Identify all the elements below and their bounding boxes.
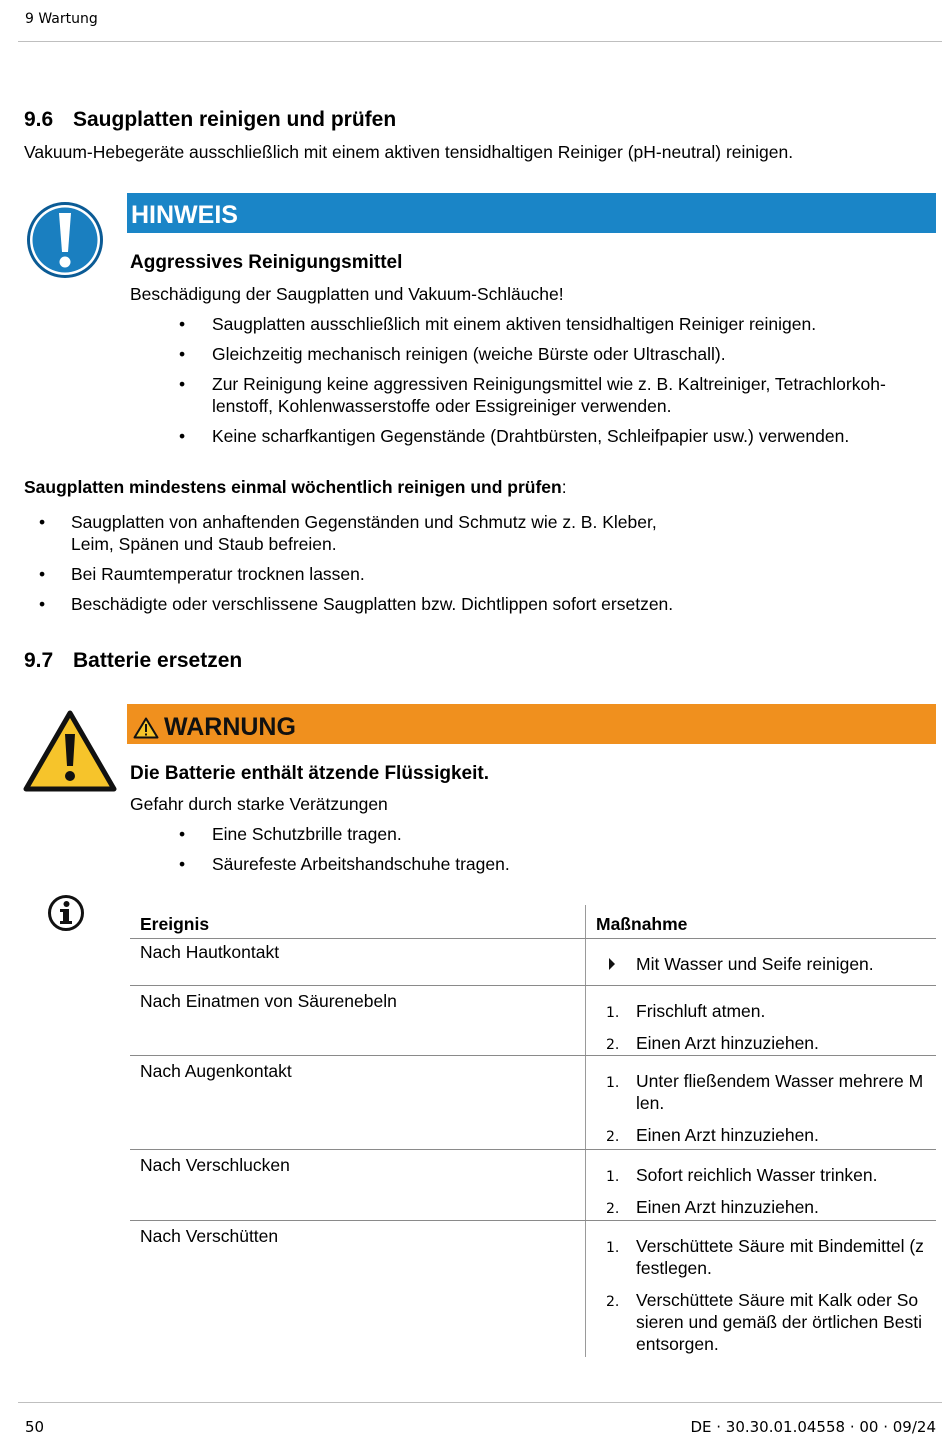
warnung-text: Gefahr durch starke Verätzungen	[130, 794, 388, 814]
step-text: festlegen.	[636, 1258, 712, 1278]
hinweis-title: Aggressives Reinigungsmittel	[130, 252, 403, 273]
section-heading-9-7	[24, 649, 242, 673]
action-text: Mit Wasser und Seife reinigen.	[636, 954, 874, 974]
action-step	[596, 1000, 936, 1022]
step-text: entsorgen.	[636, 1334, 719, 1354]
step-number: 1.	[606, 1240, 620, 1256]
section-title: Saugplatten reinigen und prüfen	[73, 108, 397, 131]
hinweis-label: HINWEIS	[131, 201, 238, 229]
table-row	[130, 939, 936, 986]
weekly-heading-colon: :	[561, 477, 567, 497]
step-text: Unter fließendem Wasser mehrere M	[636, 1071, 924, 1091]
action-cell	[596, 1070, 936, 1146]
step-number: 2.	[606, 1037, 620, 1053]
table-row	[130, 1221, 936, 1361]
step-number: 2.	[606, 1294, 620, 1310]
weekly-bullet-list	[24, 511, 744, 623]
action-step	[596, 1124, 936, 1146]
info-icon	[47, 894, 85, 932]
warnung-bullet-list	[130, 823, 930, 883]
warning-small-icon	[133, 717, 159, 739]
arrow-right-icon	[608, 958, 616, 970]
column-header-action: Maßnahme	[596, 914, 688, 934]
action-cell	[596, 1235, 936, 1355]
action-step	[596, 1070, 936, 1114]
step-text: Sofort reichlich Wasser trinken.	[636, 1165, 878, 1185]
page-number: 50	[25, 1418, 45, 1436]
table-row	[130, 1056, 936, 1150]
running-header: 9 Wartung	[25, 11, 98, 27]
list-item: • Eine Schutzbrille tragen.	[130, 823, 930, 845]
event-cell: Nach Verschlucken	[140, 1155, 290, 1175]
event-cell: Nach Augenkontakt	[140, 1061, 292, 1081]
step-text: len.	[636, 1093, 665, 1113]
step-number: 2.	[606, 1129, 620, 1145]
step-text: sieren und gemäß der örtlichen Besti	[636, 1312, 922, 1332]
event-cell: Nach Verschütten	[140, 1226, 279, 1246]
step-number: 1.	[606, 1169, 620, 1185]
step-text: Einen Arzt hinzuziehen.	[636, 1033, 819, 1053]
weekly-heading-text: Saugplatten mindestens einmal wöchentlich reinigen und prüfen	[24, 477, 562, 497]
list-item: • Zur Reinigung keine aggressiven Reinigungsmittel wie z. B. Kaltreiniger, Tetrachlorkoh-lenstoff, Kohlenwasserstoffe oder Essigreiniger verwenden.	[130, 373, 930, 417]
step-number: 2.	[606, 1201, 620, 1217]
step-text: Einen Arzt hinzuziehen.	[636, 1197, 819, 1217]
hinweis-text: Beschädigung der Saugplatten und Vakuum-Schläuche!	[130, 284, 564, 304]
action-cell	[596, 1000, 936, 1054]
action-cell	[596, 953, 936, 975]
list-item: • Gleichzeitig mechanisch reinigen (weiche Bürste oder Ultraschall).	[130, 343, 930, 365]
section-title: Batterie ersetzen	[73, 649, 243, 672]
weekly-heading	[24, 477, 567, 498]
column-header-event: Ereignis	[140, 914, 210, 934]
section-number: 9.7	[24, 649, 54, 672]
header-rule	[18, 41, 942, 42]
table-row	[130, 1150, 936, 1221]
action-step	[596, 1196, 936, 1218]
step-text: Einen Arzt hinzuziehen.	[636, 1125, 819, 1145]
exclamation-circle-icon	[25, 200, 105, 280]
step-number: 1.	[606, 1005, 620, 1021]
first-aid-table	[130, 905, 936, 1360]
list-item: • Keine scharfkantigen Gegenstände (Drahtbürsten, Schleifpapier usw.) verwenden.	[130, 425, 930, 447]
table-row	[130, 986, 936, 1056]
hinweis-bullet-list	[130, 313, 930, 455]
list-item: • Bei Raumtemperatur trocknen lassen.	[24, 563, 744, 585]
section-intro: Vakuum-Hebegeräte ausschließlich mit einem aktiven tensidhaltigen Reiniger (pH-neutral) reinigen.	[24, 142, 794, 162]
list-item: • Beschädigte oder verschlissene Saugplatten bzw. Dichtlippen sofort ersetzen.	[24, 593, 744, 615]
footer-rule	[18, 1402, 942, 1403]
action-step	[596, 953, 936, 975]
document-id: DE · 30.30.01.04558 · 00 · 09/24	[690, 1418, 936, 1436]
warnung-title: Die Batterie enthält ätzende Flüssigkeit.	[130, 763, 489, 784]
list-item: • Saugplatten von anhaftenden Gegenständen und Schmutz wie z. B. Kleber, Leim, Spänen und Staub befreien.	[24, 511, 701, 555]
action-cell	[596, 1164, 936, 1218]
action-step	[596, 1164, 936, 1186]
section-heading-9-6	[24, 108, 396, 132]
warning-triangle-icon	[23, 710, 117, 792]
warnung-banner	[127, 704, 936, 744]
step-text: Verschüttete Säure mit Kalk oder So	[636, 1290, 919, 1310]
action-step	[596, 1032, 936, 1054]
action-step	[596, 1235, 936, 1279]
table-header-row	[130, 905, 936, 939]
section-number: 9.6	[24, 108, 54, 131]
event-cell: Nach Einatmen von Säurenebeln	[140, 991, 397, 1011]
step-text: Verschüttete Säure mit Bindemittel (z	[636, 1236, 924, 1256]
hinweis-banner	[127, 193, 936, 233]
step-text: Frischluft atmen.	[636, 1001, 766, 1021]
step-number: 1.	[606, 1075, 620, 1091]
action-step	[596, 1289, 936, 1355]
list-item: • Saugplatten ausschließlich mit einem aktiven tensidhaltigen Reiniger reinigen.	[130, 313, 930, 335]
event-cell: Nach Hautkontakt	[140, 942, 280, 962]
warnung-label: WARNUNG	[164, 713, 296, 741]
list-item: • Säurefeste Arbeitshandschuhe tragen.	[130, 853, 930, 875]
